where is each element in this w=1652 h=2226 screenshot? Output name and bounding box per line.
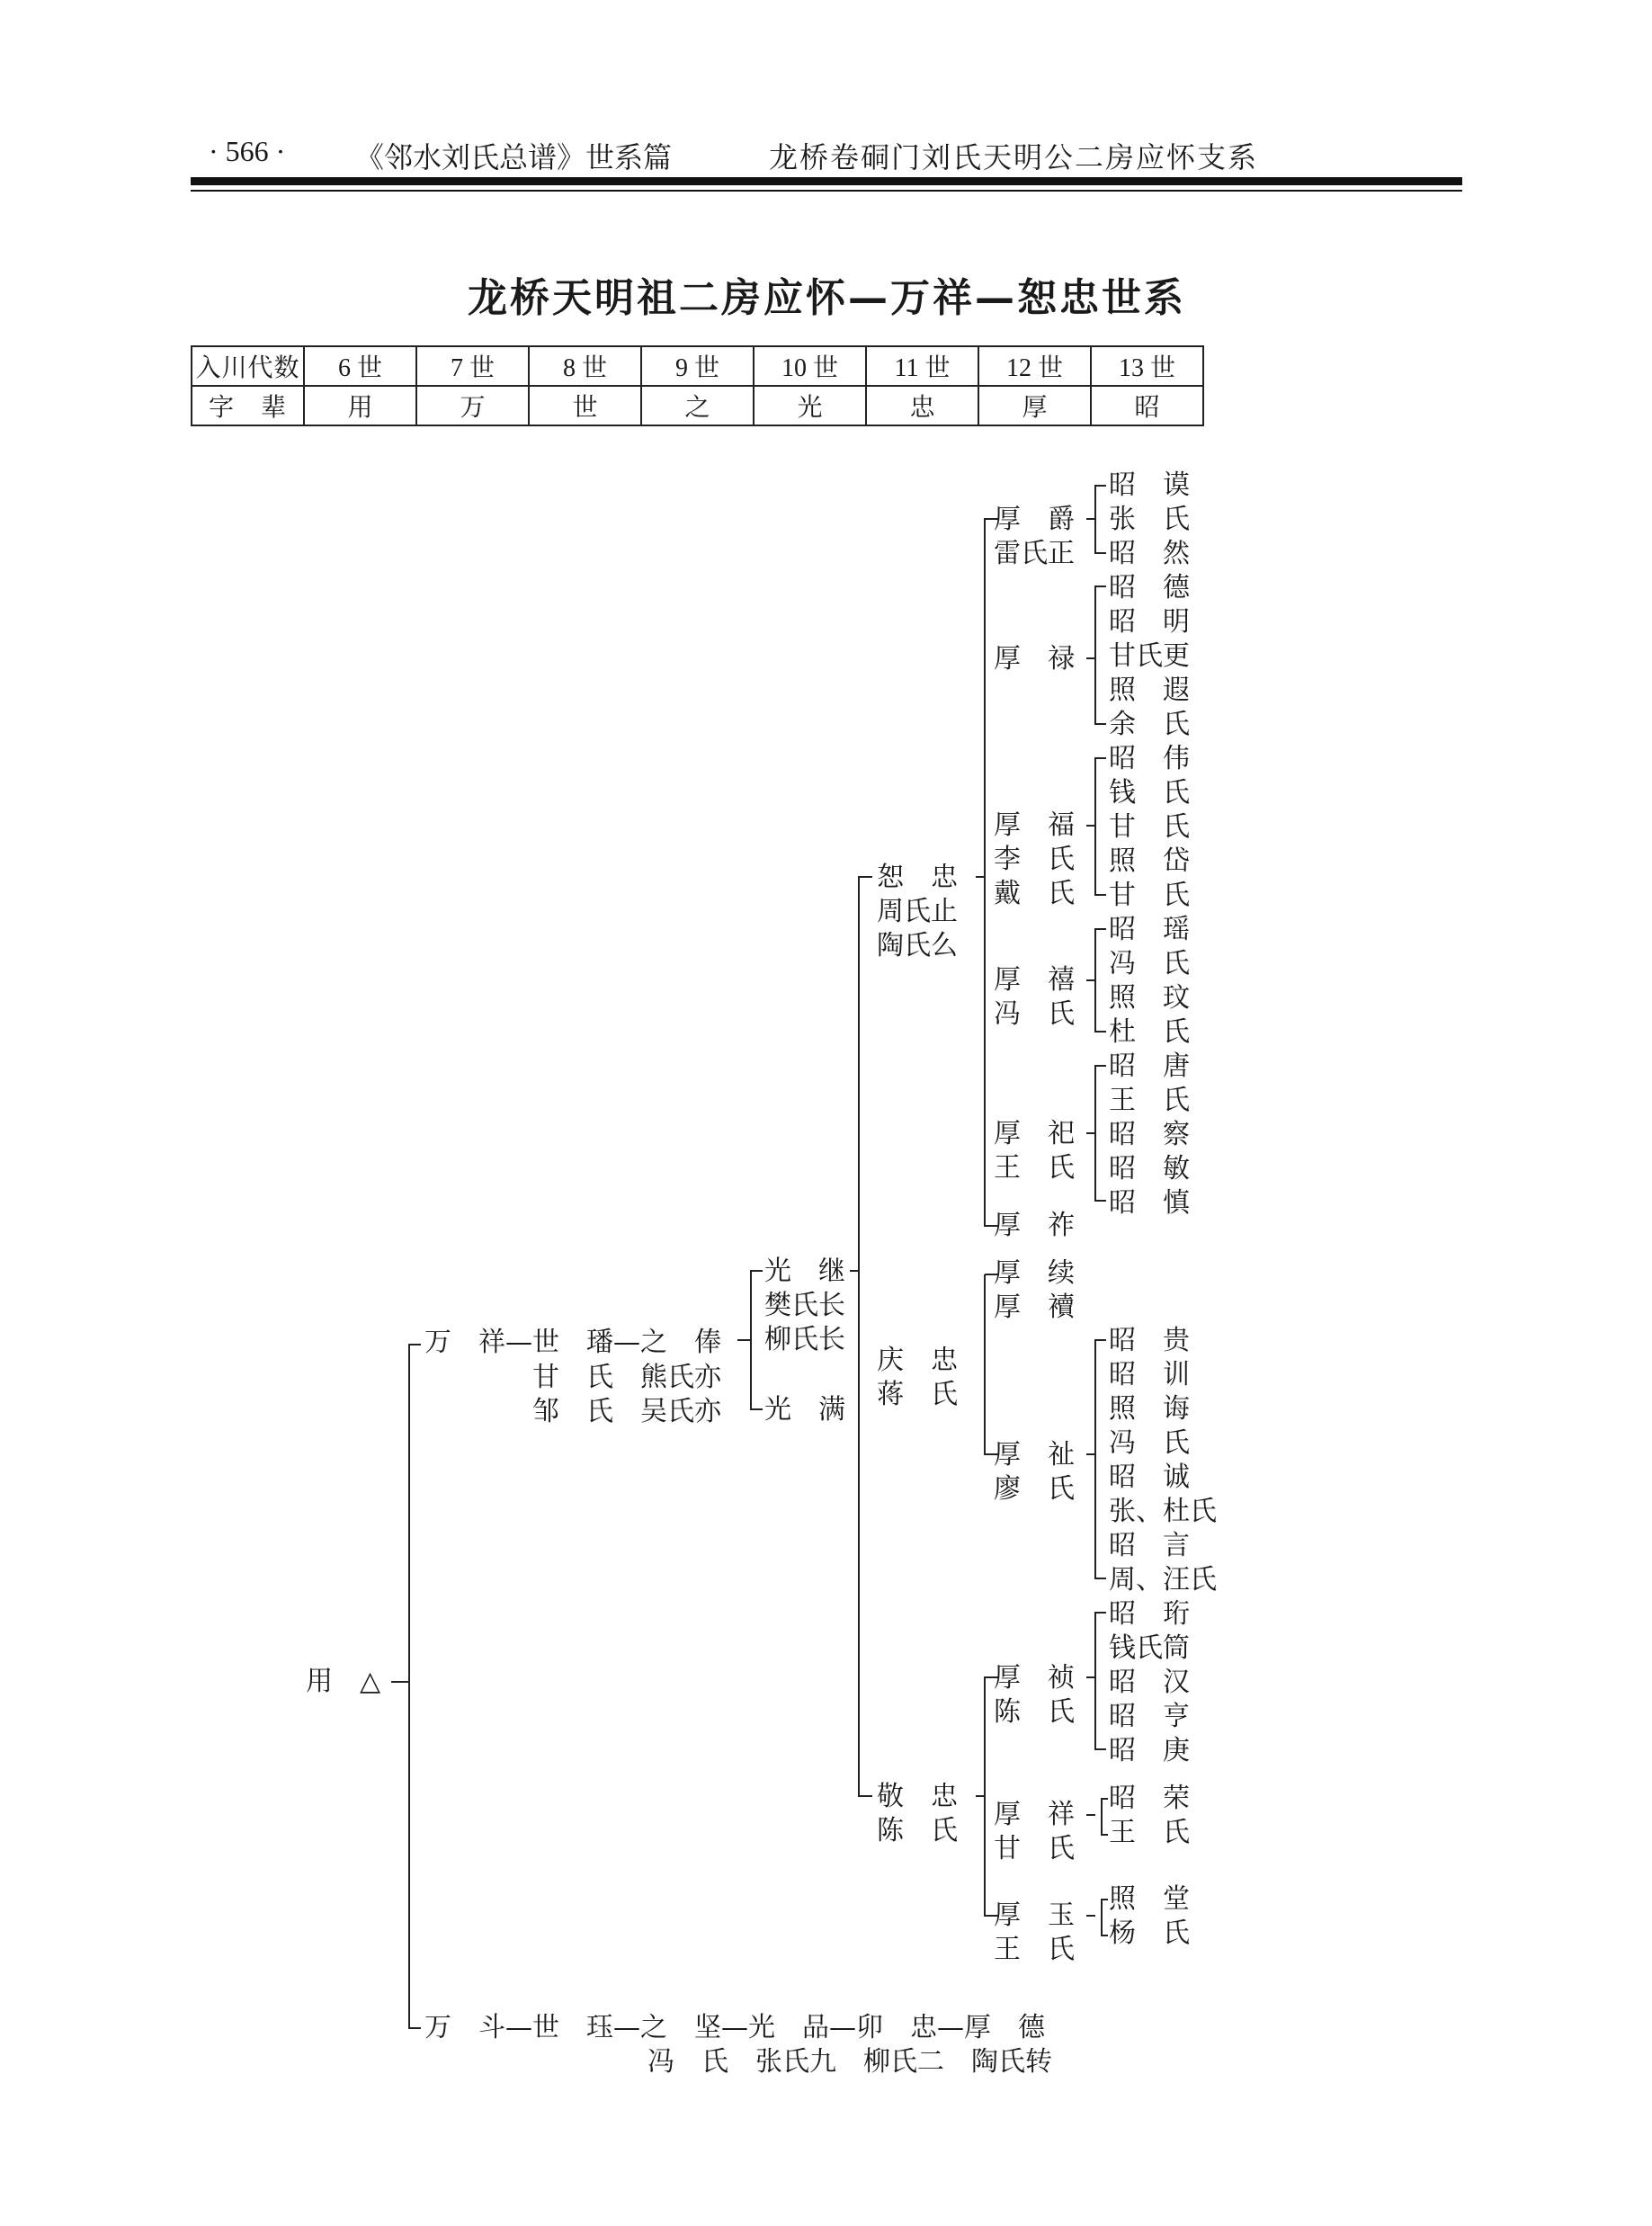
node-houxi-spouse: 冯 氏 — [994, 998, 1075, 1030]
node-gen13: 冯 氏 — [1109, 948, 1190, 979]
node-gen13: 照 遐 — [1109, 675, 1190, 706]
node-qingzhong-spouse: 蒋 氏 — [877, 1379, 958, 1410]
node-shuzhong-spouse1: 周氏止 — [877, 896, 958, 927]
generation-cell: 9 世 — [641, 346, 754, 386]
node-gen13: 照 岱 — [1109, 845, 1190, 877]
node-gen13: 昭 训 — [1109, 1359, 1190, 1390]
node-gen13: 昭 伟 — [1109, 743, 1190, 774]
character-cell: 昭 — [1091, 386, 1203, 425]
node-jingzhong: 敬 忠 — [877, 1781, 958, 1812]
node-gen13: 王 氏 — [1109, 1085, 1190, 1116]
node-gen13: 昭 谟 — [1109, 469, 1190, 501]
node-houlu: 厚 禄 — [994, 643, 1075, 675]
node-jingzhong-spouse: 陈 氏 — [877, 1815, 958, 1846]
node-shuzhong: 恕 忠 — [877, 862, 958, 893]
generation-cell: 10 世 — [754, 346, 866, 386]
node-wanxiang-line: 万 祥—世 璠—之 俸 — [424, 1327, 721, 1358]
node-guangman: 光 满 — [764, 1394, 845, 1426]
node-houjue: 厚 爵 — [994, 504, 1075, 535]
node-guangji-spouse1: 樊氏长 — [764, 1290, 845, 1321]
node-gen13: 甘氏更 — [1109, 640, 1190, 672]
node-gen13: 昭 庚 — [1109, 1735, 1190, 1766]
node-houxu: 厚 续 — [994, 1257, 1075, 1289]
node-gen13: 昭 唐 — [1109, 1050, 1190, 1082]
node-housi: 厚 祀 — [994, 1118, 1075, 1149]
generation-cell: 6 世 — [304, 346, 416, 386]
node-gen13: 昭 敏 — [1109, 1153, 1190, 1185]
node-gen13: 昭 明 — [1109, 606, 1190, 638]
node-qingzhong: 庆 忠 — [877, 1345, 958, 1376]
node-gen13: 昭 珩 — [1109, 1598, 1190, 1630]
node-houyu-spouse: 王 氏 — [994, 1934, 1075, 1965]
node-houlian: 厚 襩 — [994, 1292, 1075, 1323]
node-houfu-spouse1: 李 氏 — [994, 844, 1075, 875]
node-gen13: 照 诲 — [1109, 1393, 1190, 1425]
node-houzhi: 厚 祉 — [994, 1439, 1075, 1471]
node-wandou-line: 万 斗—世 珏—之 坚—光 品—卯 忠—厚 德 — [424, 2012, 1045, 2043]
node-guangji-spouse2: 柳氏长 — [764, 1324, 845, 1355]
node-gen13: 昭 言 — [1109, 1530, 1190, 1561]
node-gen13: 张 氏 — [1109, 504, 1190, 535]
page-title: 龙桥天明祖二房应怀—万祥—恕忠世系 — [468, 275, 1186, 321]
node-gen13: 昭 诚 — [1109, 1462, 1190, 1493]
node-gen13: 昭 瑶 — [1109, 914, 1190, 945]
node-houzhi-spouse: 廖 氏 — [994, 1473, 1075, 1505]
node-houxiang-spouse: 甘 氏 — [994, 1833, 1075, 1864]
node-houfu: 厚 福 — [994, 809, 1075, 841]
node-houzhen: 厚 祯 — [994, 1662, 1075, 1694]
node-houzuo: 厚 祚 — [994, 1210, 1075, 1241]
node-yong: 用 △ — [306, 1666, 381, 1697]
node-gen13: 昭 察 — [1109, 1119, 1190, 1150]
node-houxi: 厚 禧 — [994, 964, 1075, 996]
node-gen13: 昭 荣 — [1109, 1783, 1190, 1814]
character-cell: 用 — [304, 386, 416, 425]
node-gen13: 张、杜氏 — [1109, 1496, 1217, 1527]
character-cell: 世 — [529, 386, 641, 425]
node-gen13: 钱 氏 — [1109, 777, 1190, 809]
node-wanxiang-spouse2: 邹 氏 吴氏亦 — [532, 1396, 721, 1427]
node-gen13: 昭 德 — [1109, 572, 1190, 603]
node-gen13: 昭 贵 — [1109, 1325, 1190, 1356]
node-shuzhong-spouse2: 陶氏么 — [877, 930, 958, 961]
node-houyu: 厚 玉 — [994, 1900, 1075, 1931]
generation-cell: 8 世 — [529, 346, 641, 386]
node-wandou-spouses: 冯 氏 张氏九 柳氏二 陶氏转 — [647, 2046, 1052, 2078]
node-houjue-spouse: 雷氏正 — [994, 538, 1075, 569]
node-gen13: 钱氏筒 — [1109, 1632, 1190, 1664]
node-housi-spouse: 王 氏 — [994, 1152, 1075, 1184]
node-gen13: 昭 然 — [1109, 538, 1190, 569]
node-gen13: 照 玟 — [1109, 982, 1190, 1014]
generation-cell: 11 世 — [866, 346, 978, 386]
node-gen13: 杜 氏 — [1109, 1016, 1190, 1048]
node-houzhen-spouse: 陈 氏 — [994, 1696, 1075, 1728]
node-guangji: 光 继 — [764, 1256, 845, 1287]
node-gen13: 杨 氏 — [1109, 1918, 1190, 1949]
node-gen13: 周、汪氏 — [1109, 1564, 1217, 1596]
node-gen13: 照 堂 — [1109, 1883, 1190, 1915]
character-cell: 忠 — [866, 386, 978, 425]
generation-cell: 7 世 — [416, 346, 529, 386]
node-houxiang: 厚 祥 — [994, 1799, 1075, 1830]
character-cell: 万 — [416, 386, 529, 425]
character-row-label: 字 辈 — [192, 386, 304, 425]
node-gen13: 昭 汉 — [1109, 1667, 1190, 1698]
node-gen13: 王 氏 — [1109, 1817, 1190, 1848]
node-gen13: 甘 氏 — [1109, 811, 1190, 843]
node-gen13: 昭 慎 — [1109, 1187, 1190, 1219]
book-title: 《邻水刘氏总谱》世系篇 — [355, 140, 673, 174]
node-gen13: 冯 氏 — [1109, 1427, 1190, 1459]
node-gen13: 余 氏 — [1109, 709, 1190, 740]
node-wanxiang-spouse1: 甘 氏 熊氏亦 — [532, 1362, 721, 1393]
generation-row-label: 入川代数 — [192, 346, 304, 386]
section-title: 龙桥卷硐门刘氏天明公二房应怀支系 — [769, 140, 1259, 174]
character-cell: 之 — [641, 386, 754, 425]
generation-cell: 13 世 — [1091, 346, 1203, 386]
node-gen13: 甘 氏 — [1109, 880, 1190, 911]
node-houfu-spouse2: 戴 氏 — [994, 878, 1075, 909]
character-cell: 厚 — [978, 386, 1091, 425]
node-gen13: 昭 亨 — [1109, 1701, 1190, 1732]
generation-cell: 12 世 — [978, 346, 1091, 386]
character-cell: 光 — [754, 386, 866, 425]
page-number: · 566 · — [209, 135, 286, 167]
